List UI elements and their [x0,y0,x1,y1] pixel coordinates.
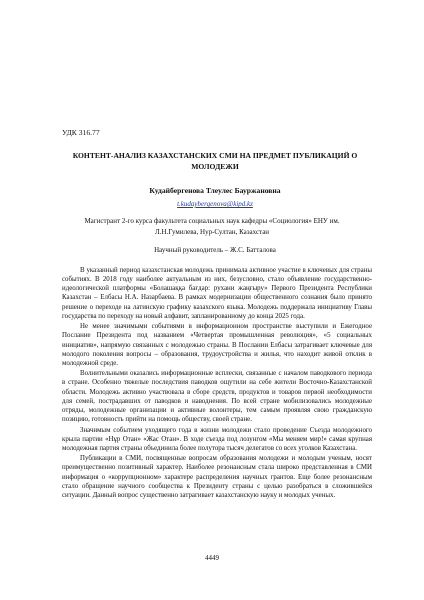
body-paragraph: Значимым событием уходящего года в жизни молодежи стало проведение Съезда молодежного крыла партии «Нұр Отан» «Жас Отан». В ходе съезда под лозунгом «Мы меняем мир!» самая крупная молодежная партия страны объединила более полутора тысяч делегатов со всех уголков Казахстана. [62,426,372,452]
article-body [62,266,372,501]
body-paragraph: Не менее значимыми событиями в информационном пространстве выступили и Ежегодное Послание Президента под названием «Четвертая промышленная революция», «5 социальных инициатив», напрямую связанных с молодежью страны. В Послании Елбасы затрагивает ключевые для молодого поколения вопросы – образования, трудоустройства и жилья, что находит живой отклик в молодежной среде. [62,323,372,367]
article-title: КОНТЕНТ-АНАЛИЗ КАЗАХСТАНСКИХ СМИ НА ПРЕДМЕТ ПУБЛИКАЦИЙ О МОЛОДЕЖИ [72,151,358,171]
body-paragraph: В указанный период казахстанская молодежь принимала активное участие в ключевых для страны событиях. В 2018 году наиболее актуальным из них, безусловно, стало объявление государственно-идеологической платформы «Болашаққа бағдар: рухани жаңғыру» Первого Президента Республики Казахстан – Елбасы Н.А. Назарбаева. В рамках модернизации общественного сознания было принято решение о переходе на латинскую графику казахского языка. Молодежь поддержала инициативу Главы государства по переходу на новый алфавит, запланированному до конца 2025 года. [62,267,372,320]
author-affiliation: Магистрант 2-го курса факультета социальных наук кафедры «Социология» ЕНУ им. Л.Н.Гумилева, Нур-Султан, Казахстан [84,217,340,236]
scientific-advisor: Научный руководитель – Ж.С. Батталова [154,246,276,254]
author-email-link[interactable]: t.kudaybergenova@kipd.kz [177,200,253,208]
page-number: 4449 [205,554,219,562]
body-paragraph: Волнительными оказались информационные всплески, связанные с началом паводкового периода в стране. Особенно тяжелые последствия паводков ощутили на себе жители Восточно-Казахстанской области. Молодежь активно участвовала в сборе средств, продуктов и товаров первой необходимости для семей, пострадавших от паводков и наводнения. По всей стране мобилизовались молодежные отряды, молодежные организации и активные волонтеры, тем самым проявляя свою гражданскую позицию, готовность прийти на помощь обществу, своей стране. [62,370,372,424]
author-name: Кудайбергенова Тлеулес Бауржановна [149,186,281,195]
body-paragraph: Публикации в СМИ, посвященные вопросам образования молодежи и молодым ученым, носят преимущественно позитивный характер. Наиболее резонансным стала широко представленная в СМИ информация о «коррупционном» характере распределения научных грантов. Еще более резонансным стало обращение научного сообщества к Президенту страны с целью разобраться в сложившейся ситуации. Данный вопрос существенно затрагивает казахстанскую науку и молодых ученых. [62,455,372,499]
udc-code: УДК 316.77 [62,128,100,137]
